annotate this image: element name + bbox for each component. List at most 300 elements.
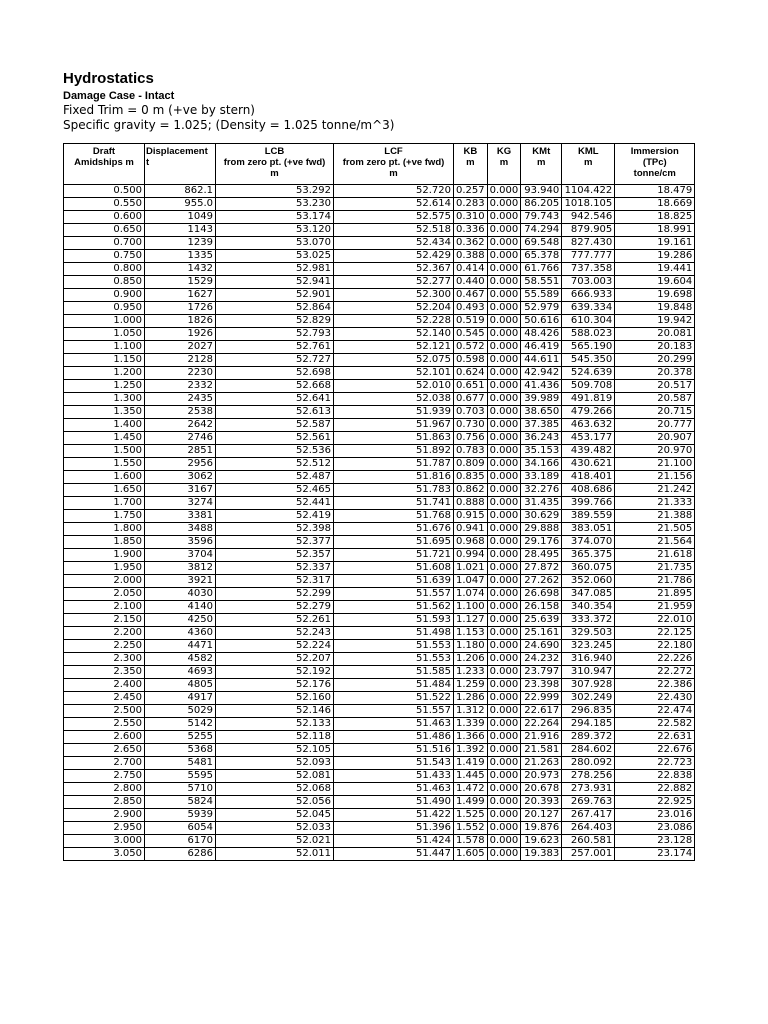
cell-kml: 389.559 bbox=[562, 510, 615, 523]
cell-kml: 329.503 bbox=[562, 627, 615, 640]
damage-case-subtitle: Damage Case - Intact bbox=[63, 90, 175, 102]
cell-displacement: 1335 bbox=[145, 250, 216, 263]
cell-kg: 0.000 bbox=[487, 341, 521, 354]
cell-immersion: 21.505 bbox=[615, 523, 695, 536]
header-immersion-line: tonne/cm bbox=[633, 168, 676, 179]
cell-immersion: 21.388 bbox=[615, 510, 695, 523]
cell-immersion: 22.010 bbox=[615, 614, 695, 627]
cell-kmt: 50.616 bbox=[521, 315, 562, 328]
cell-kb: 0.545 bbox=[454, 328, 488, 341]
cell-kmt: 30.629 bbox=[521, 510, 562, 523]
cell-kb: 0.835 bbox=[454, 471, 488, 484]
cell-immersion: 20.378 bbox=[615, 367, 695, 380]
table-row bbox=[64, 783, 695, 796]
table-row bbox=[64, 237, 695, 250]
cell-lcf: 52.429 bbox=[334, 250, 454, 263]
table-row bbox=[64, 211, 695, 224]
cell-kml: 545.350 bbox=[562, 354, 615, 367]
cell-immersion: 22.838 bbox=[615, 770, 695, 783]
header-draft bbox=[64, 144, 145, 185]
table-row bbox=[64, 445, 695, 458]
cell-kmt: 19.623 bbox=[521, 835, 562, 848]
cell-kg: 0.000 bbox=[487, 770, 521, 783]
table-row bbox=[64, 510, 695, 523]
cell-kg: 0.000 bbox=[487, 419, 521, 432]
cell-lcb: 52.465 bbox=[216, 484, 334, 497]
cell-immersion: 22.676 bbox=[615, 744, 695, 757]
cell-lcb: 52.357 bbox=[216, 549, 334, 562]
cell-kb: 0.809 bbox=[454, 458, 488, 471]
cell-lcf: 51.424 bbox=[334, 835, 454, 848]
cell-draft: 1.500 bbox=[64, 445, 145, 458]
table-row bbox=[64, 185, 695, 198]
header-immersion bbox=[615, 144, 695, 185]
cell-kmt: 46.419 bbox=[521, 341, 562, 354]
cell-immersion: 19.604 bbox=[615, 276, 695, 289]
cell-lcb: 52.419 bbox=[216, 510, 334, 523]
table-row bbox=[64, 484, 695, 497]
cell-kml: 430.621 bbox=[562, 458, 615, 471]
cell-lcf: 52.010 bbox=[334, 380, 454, 393]
cell-draft: 0.550 bbox=[64, 198, 145, 211]
cell-kg: 0.000 bbox=[487, 211, 521, 224]
header-kmt bbox=[521, 144, 562, 185]
cell-immersion: 22.272 bbox=[615, 666, 695, 679]
cell-draft: 1.150 bbox=[64, 354, 145, 367]
cell-kmt: 69.548 bbox=[521, 237, 562, 250]
cell-kg: 0.000 bbox=[487, 185, 521, 198]
cell-lcf: 51.787 bbox=[334, 458, 454, 471]
cell-kml: 316.940 bbox=[562, 653, 615, 666]
cell-kb: 1.392 bbox=[454, 744, 488, 757]
cell-draft: 0.750 bbox=[64, 250, 145, 263]
cell-kmt: 42.942 bbox=[521, 367, 562, 380]
cell-kmt: 37.385 bbox=[521, 419, 562, 432]
cell-kmt: 26.158 bbox=[521, 601, 562, 614]
cell-kml: 1018.105 bbox=[562, 198, 615, 211]
cell-kml: 479.266 bbox=[562, 406, 615, 419]
table-row bbox=[64, 796, 695, 809]
cell-kb: 0.756 bbox=[454, 432, 488, 445]
cell-draft: 2.200 bbox=[64, 627, 145, 640]
cell-displacement: 3167 bbox=[145, 484, 216, 497]
cell-lcb: 52.093 bbox=[216, 757, 334, 770]
table-row bbox=[64, 198, 695, 211]
cell-lcf: 52.140 bbox=[334, 328, 454, 341]
cell-kmt: 21.916 bbox=[521, 731, 562, 744]
cell-kg: 0.000 bbox=[487, 744, 521, 757]
cell-lcb: 52.317 bbox=[216, 575, 334, 588]
cell-displacement: 3596 bbox=[145, 536, 216, 549]
cell-immersion: 19.848 bbox=[615, 302, 695, 315]
cell-kml: 418.401 bbox=[562, 471, 615, 484]
cell-kb: 1.499 bbox=[454, 796, 488, 809]
cell-kg: 0.000 bbox=[487, 224, 521, 237]
cell-draft: 2.350 bbox=[64, 666, 145, 679]
cell-kb: 0.703 bbox=[454, 406, 488, 419]
cell-immersion: 23.086 bbox=[615, 822, 695, 835]
header-lcf bbox=[334, 144, 454, 185]
cell-kg: 0.000 bbox=[487, 393, 521, 406]
cell-immersion: 22.882 bbox=[615, 783, 695, 796]
cell-kml: 333.372 bbox=[562, 614, 615, 627]
cell-displacement: 4030 bbox=[145, 588, 216, 601]
cell-kml: 302.249 bbox=[562, 692, 615, 705]
cell-draft: 2.800 bbox=[64, 783, 145, 796]
cell-draft: 2.000 bbox=[64, 575, 145, 588]
cell-kb: 1.127 bbox=[454, 614, 488, 627]
cell-kml: 310.947 bbox=[562, 666, 615, 679]
header-lcf-line: LCF bbox=[384, 146, 403, 157]
cell-kml: 307.928 bbox=[562, 679, 615, 692]
table-row bbox=[64, 497, 695, 510]
cell-draft: 1.550 bbox=[64, 458, 145, 471]
cell-draft: 1.900 bbox=[64, 549, 145, 562]
table-row bbox=[64, 354, 695, 367]
cell-kmt: 34.166 bbox=[521, 458, 562, 471]
cell-kb: 0.994 bbox=[454, 549, 488, 562]
cell-displacement: 1926 bbox=[145, 328, 216, 341]
page-title: Hydrostatics bbox=[63, 70, 154, 87]
cell-draft: 1.350 bbox=[64, 406, 145, 419]
table-row bbox=[64, 380, 695, 393]
cell-lcf: 51.892 bbox=[334, 445, 454, 458]
header-displacement-line: Displacement bbox=[146, 146, 208, 157]
cell-lcb: 52.981 bbox=[216, 263, 334, 276]
cell-lcb: 53.025 bbox=[216, 250, 334, 263]
hydrostatics-table bbox=[63, 143, 695, 861]
cell-immersion: 21.959 bbox=[615, 601, 695, 614]
cell-kmt: 29.888 bbox=[521, 523, 562, 536]
table-row bbox=[64, 224, 695, 237]
cell-lcb: 52.901 bbox=[216, 289, 334, 302]
cell-lcb: 52.337 bbox=[216, 562, 334, 575]
cell-lcb: 52.081 bbox=[216, 770, 334, 783]
cell-lcb: 52.261 bbox=[216, 614, 334, 627]
cell-kg: 0.000 bbox=[487, 562, 521, 575]
cell-kb: 0.388 bbox=[454, 250, 488, 263]
cell-immersion: 18.669 bbox=[615, 198, 695, 211]
cell-lcf: 52.204 bbox=[334, 302, 454, 315]
cell-kb: 1.047 bbox=[454, 575, 488, 588]
cell-lcf: 52.367 bbox=[334, 263, 454, 276]
cell-immersion: 22.180 bbox=[615, 640, 695, 653]
cell-kmt: 20.393 bbox=[521, 796, 562, 809]
table-row bbox=[64, 562, 695, 575]
cell-kg: 0.000 bbox=[487, 406, 521, 419]
cell-kg: 0.000 bbox=[487, 458, 521, 471]
cell-lcb: 52.207 bbox=[216, 653, 334, 666]
cell-lcf: 51.463 bbox=[334, 718, 454, 731]
cell-lcf: 51.396 bbox=[334, 822, 454, 835]
cell-kmt: 32.276 bbox=[521, 484, 562, 497]
cell-kb: 1.021 bbox=[454, 562, 488, 575]
table-row bbox=[64, 302, 695, 315]
cell-lcb: 52.299 bbox=[216, 588, 334, 601]
cell-lcf: 52.277 bbox=[334, 276, 454, 289]
header-lcb-line: LCB bbox=[264, 146, 285, 157]
cell-displacement: 4250 bbox=[145, 614, 216, 627]
table-body bbox=[64, 185, 695, 861]
table-row bbox=[64, 744, 695, 757]
cell-kg: 0.000 bbox=[487, 263, 521, 276]
cell-immersion: 22.925 bbox=[615, 796, 695, 809]
cell-displacement: 5824 bbox=[145, 796, 216, 809]
cell-immersion: 20.587 bbox=[615, 393, 695, 406]
cell-immersion: 20.970 bbox=[615, 445, 695, 458]
cell-kml: 399.766 bbox=[562, 497, 615, 510]
cell-lcb: 52.160 bbox=[216, 692, 334, 705]
cell-kml: 1104.422 bbox=[562, 185, 615, 198]
cell-immersion: 19.286 bbox=[615, 250, 695, 263]
cell-draft: 1.750 bbox=[64, 510, 145, 523]
cell-kb: 0.598 bbox=[454, 354, 488, 367]
cell-displacement: 1049 bbox=[145, 211, 216, 224]
cell-kb: 0.362 bbox=[454, 237, 488, 250]
cell-immersion: 23.174 bbox=[615, 848, 695, 861]
header-kb-line: KB bbox=[463, 146, 478, 157]
cell-kmt: 21.263 bbox=[521, 757, 562, 770]
cell-kml: 257.001 bbox=[562, 848, 615, 861]
cell-immersion: 23.016 bbox=[615, 809, 695, 822]
header-kmt-line: m bbox=[537, 157, 546, 168]
cell-displacement: 4471 bbox=[145, 640, 216, 653]
table-row bbox=[64, 276, 695, 289]
cell-kmt: 31.435 bbox=[521, 497, 562, 510]
cell-kmt: 20.678 bbox=[521, 783, 562, 796]
cell-kml: 284.602 bbox=[562, 744, 615, 757]
cell-kml: 703.003 bbox=[562, 276, 615, 289]
cell-lcf: 51.585 bbox=[334, 666, 454, 679]
cell-draft: 1.650 bbox=[64, 484, 145, 497]
cell-lcb: 52.011 bbox=[216, 848, 334, 861]
cell-kmt: 44.611 bbox=[521, 354, 562, 367]
cell-lcf: 51.557 bbox=[334, 705, 454, 718]
cell-immersion: 21.895 bbox=[615, 588, 695, 601]
cell-kb: 0.414 bbox=[454, 263, 488, 276]
cell-lcb: 52.727 bbox=[216, 354, 334, 367]
cell-kmt: 22.264 bbox=[521, 718, 562, 731]
table-row bbox=[64, 328, 695, 341]
cell-lcf: 51.939 bbox=[334, 406, 454, 419]
cell-lcf: 51.721 bbox=[334, 549, 454, 562]
cell-lcb: 52.512 bbox=[216, 458, 334, 471]
cell-kmt: 23.797 bbox=[521, 666, 562, 679]
cell-lcb: 52.192 bbox=[216, 666, 334, 679]
cell-kml: 280.092 bbox=[562, 757, 615, 770]
cell-kg: 0.000 bbox=[487, 588, 521, 601]
cell-lcb: 52.698 bbox=[216, 367, 334, 380]
cell-displacement: 955.0 bbox=[145, 198, 216, 211]
cell-kg: 0.000 bbox=[487, 575, 521, 588]
header-draft-line: Draft bbox=[92, 146, 116, 157]
cell-kb: 0.783 bbox=[454, 445, 488, 458]
cell-kmt: 25.639 bbox=[521, 614, 562, 627]
cell-kb: 1.074 bbox=[454, 588, 488, 601]
cell-draft: 0.850 bbox=[64, 276, 145, 289]
header-lcf-line: from zero pt. (+ve fwd) bbox=[342, 157, 445, 168]
cell-lcb: 52.021 bbox=[216, 835, 334, 848]
cell-displacement: 5939 bbox=[145, 809, 216, 822]
cell-displacement: 4140 bbox=[145, 601, 216, 614]
cell-lcb: 52.176 bbox=[216, 679, 334, 692]
cell-displacement: 4360 bbox=[145, 627, 216, 640]
cell-kb: 1.445 bbox=[454, 770, 488, 783]
cell-kb: 1.259 bbox=[454, 679, 488, 692]
cell-lcb: 52.243 bbox=[216, 627, 334, 640]
cell-draft: 2.500 bbox=[64, 705, 145, 718]
cell-kmt: 61.766 bbox=[521, 263, 562, 276]
table-row bbox=[64, 432, 695, 445]
cell-lcf: 51.863 bbox=[334, 432, 454, 445]
cell-displacement: 4693 bbox=[145, 666, 216, 679]
cell-immersion: 19.942 bbox=[615, 315, 695, 328]
cell-immersion: 22.582 bbox=[615, 718, 695, 731]
table-row bbox=[64, 250, 695, 263]
cell-kb: 1.206 bbox=[454, 653, 488, 666]
header-kg bbox=[487, 144, 521, 185]
cell-draft: 2.450 bbox=[64, 692, 145, 705]
cell-displacement: 3488 bbox=[145, 523, 216, 536]
cell-kmt: 48.426 bbox=[521, 328, 562, 341]
cell-kb: 0.651 bbox=[454, 380, 488, 393]
cell-immersion: 22.723 bbox=[615, 757, 695, 770]
cell-lcb: 53.230 bbox=[216, 198, 334, 211]
cell-kml: 639.334 bbox=[562, 302, 615, 315]
cell-immersion: 21.333 bbox=[615, 497, 695, 510]
cell-displacement: 2128 bbox=[145, 354, 216, 367]
cell-kb: 1.233 bbox=[454, 666, 488, 679]
cell-displacement: 862.1 bbox=[145, 185, 216, 198]
cell-lcf: 51.695 bbox=[334, 536, 454, 549]
table-row bbox=[64, 263, 695, 276]
cell-kmt: 19.383 bbox=[521, 848, 562, 861]
cell-kb: 0.257 bbox=[454, 185, 488, 198]
cell-kg: 0.000 bbox=[487, 367, 521, 380]
cell-kb: 0.572 bbox=[454, 341, 488, 354]
cell-kg: 0.000 bbox=[487, 445, 521, 458]
table-row bbox=[64, 809, 695, 822]
cell-immersion: 21.242 bbox=[615, 484, 695, 497]
hydrostatics-report bbox=[63, 70, 703, 861]
cell-kmt: 24.232 bbox=[521, 653, 562, 666]
cell-kmt: 26.698 bbox=[521, 588, 562, 601]
cell-kml: 666.933 bbox=[562, 289, 615, 302]
cell-kb: 0.941 bbox=[454, 523, 488, 536]
header-immersion-line: Immersion bbox=[630, 146, 679, 157]
cell-lcb: 52.105 bbox=[216, 744, 334, 757]
cell-draft: 1.300 bbox=[64, 393, 145, 406]
cell-lcb: 52.561 bbox=[216, 432, 334, 445]
cell-lcf: 51.516 bbox=[334, 744, 454, 757]
cell-displacement: 2027 bbox=[145, 341, 216, 354]
cell-kml: 264.403 bbox=[562, 822, 615, 835]
cell-kml: 827.430 bbox=[562, 237, 615, 250]
cell-lcb: 52.133 bbox=[216, 718, 334, 731]
cell-lcf: 52.518 bbox=[334, 224, 454, 237]
cell-immersion: 20.081 bbox=[615, 328, 695, 341]
table-header-row bbox=[64, 144, 695, 185]
header-immersion-line: (TPc) bbox=[642, 157, 667, 168]
cell-kb: 1.153 bbox=[454, 627, 488, 640]
cell-displacement: 3921 bbox=[145, 575, 216, 588]
table-row bbox=[64, 770, 695, 783]
cell-lcb: 53.292 bbox=[216, 185, 334, 198]
cell-draft: 1.700 bbox=[64, 497, 145, 510]
cell-kmt: 29.176 bbox=[521, 536, 562, 549]
cell-lcf: 51.676 bbox=[334, 523, 454, 536]
cell-kmt: 55.589 bbox=[521, 289, 562, 302]
cell-kml: 347.085 bbox=[562, 588, 615, 601]
header-kml bbox=[562, 144, 615, 185]
cell-draft: 0.600 bbox=[64, 211, 145, 224]
cell-kg: 0.000 bbox=[487, 666, 521, 679]
table-row bbox=[64, 549, 695, 562]
cell-displacement: 2851 bbox=[145, 445, 216, 458]
cell-immersion: 20.299 bbox=[615, 354, 695, 367]
cell-displacement: 1627 bbox=[145, 289, 216, 302]
cell-kb: 1.180 bbox=[454, 640, 488, 653]
header-lcb-line: from zero pt. (+ve fwd) bbox=[223, 157, 326, 168]
cell-kmt: 33.189 bbox=[521, 471, 562, 484]
cell-kb: 0.283 bbox=[454, 198, 488, 211]
cell-lcb: 52.536 bbox=[216, 445, 334, 458]
cell-kml: 360.075 bbox=[562, 562, 615, 575]
header-displacement bbox=[145, 144, 216, 185]
cell-immersion: 19.698 bbox=[615, 289, 695, 302]
cell-kmt: 58.551 bbox=[521, 276, 562, 289]
cell-immersion: 18.825 bbox=[615, 211, 695, 224]
cell-kmt: 39.989 bbox=[521, 393, 562, 406]
cell-kg: 0.000 bbox=[487, 484, 521, 497]
cell-displacement: 5710 bbox=[145, 783, 216, 796]
cell-immersion: 22.125 bbox=[615, 627, 695, 640]
table-row bbox=[64, 614, 695, 627]
cell-kg: 0.000 bbox=[487, 835, 521, 848]
table-row bbox=[64, 692, 695, 705]
table-row bbox=[64, 653, 695, 666]
cell-immersion: 20.777 bbox=[615, 419, 695, 432]
cell-kb: 1.605 bbox=[454, 848, 488, 861]
cell-kb: 0.915 bbox=[454, 510, 488, 523]
cell-kb: 1.100 bbox=[454, 601, 488, 614]
cell-kg: 0.000 bbox=[487, 354, 521, 367]
cell-kml: 289.372 bbox=[562, 731, 615, 744]
cell-draft: 2.400 bbox=[64, 679, 145, 692]
cell-kb: 0.336 bbox=[454, 224, 488, 237]
cell-draft: 1.950 bbox=[64, 562, 145, 575]
cell-displacement: 3274 bbox=[145, 497, 216, 510]
cell-lcb: 52.146 bbox=[216, 705, 334, 718]
cell-immersion: 22.386 bbox=[615, 679, 695, 692]
table-row bbox=[64, 718, 695, 731]
cell-draft: 0.500 bbox=[64, 185, 145, 198]
cell-kg: 0.000 bbox=[487, 601, 521, 614]
cell-kml: 323.245 bbox=[562, 640, 615, 653]
cell-lcb: 52.613 bbox=[216, 406, 334, 419]
cell-lcb: 52.641 bbox=[216, 393, 334, 406]
cell-kg: 0.000 bbox=[487, 653, 521, 666]
header-kmt-line: KMt bbox=[532, 146, 551, 157]
table-row bbox=[64, 471, 695, 484]
cell-kmt: 38.650 bbox=[521, 406, 562, 419]
cell-kml: 278.256 bbox=[562, 770, 615, 783]
cell-kb: 0.467 bbox=[454, 289, 488, 302]
cell-immersion: 22.226 bbox=[615, 653, 695, 666]
cell-immersion: 20.715 bbox=[615, 406, 695, 419]
cell-kml: 588.023 bbox=[562, 328, 615, 341]
cell-displacement: 2538 bbox=[145, 406, 216, 419]
